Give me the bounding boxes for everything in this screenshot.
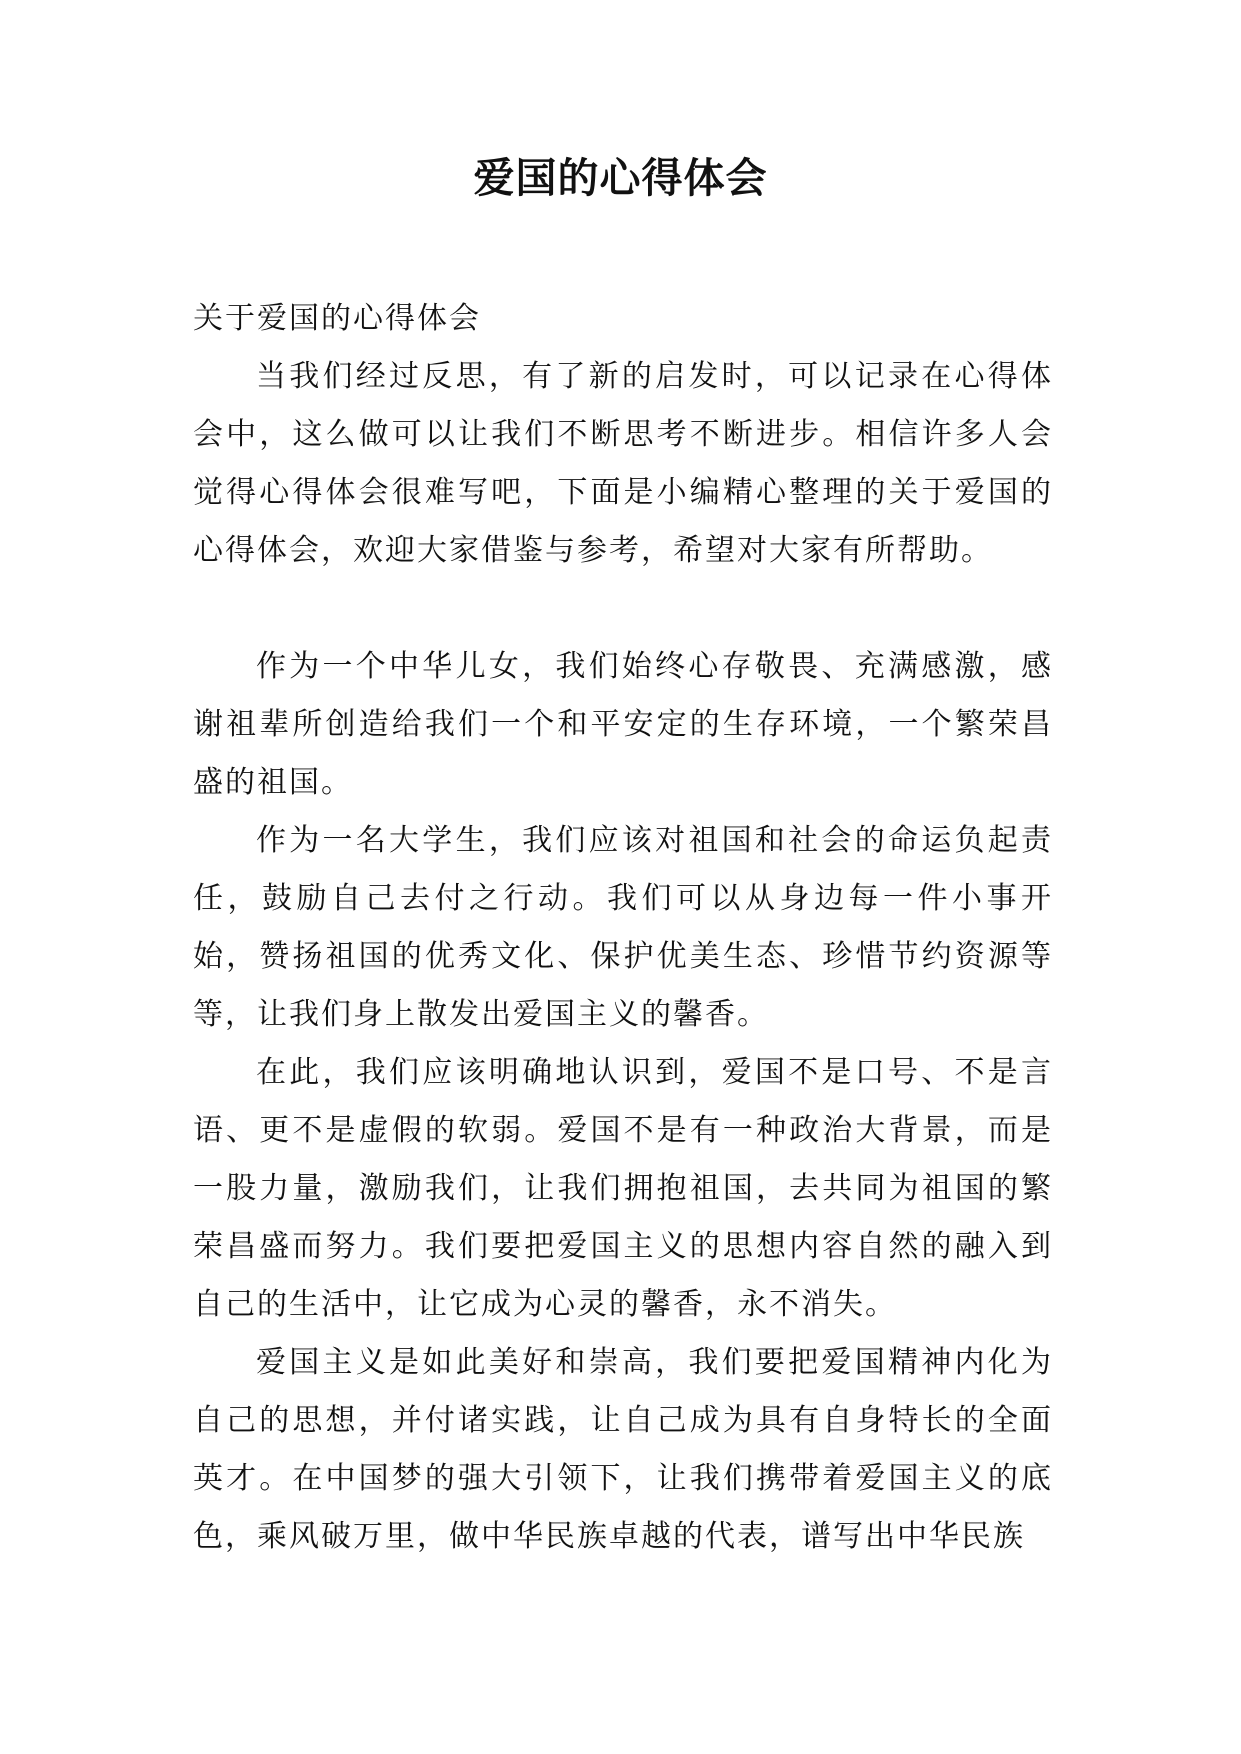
document-body (193, 290, 1053, 1566)
document-title: 爱国的心得体会 (473, 154, 768, 202)
paragraph-1: 作为一个中华儿女，我们始终心存敬畏、充满感激，感谢祖辈所创造给我们一个和平安定的生存环境，一个繁荣昌盛的祖国。 (193, 649, 1053, 800)
document-subtitle: 关于爱国的心得体会 (193, 301, 481, 336)
paragraph-intro: 当我们经过反思，有了新的启发时，可以记录在心得体会中，这么做可以让我们不断思考不断进步。相信许多人会觉得心得体会很难写吧，下面是小编精心整理的关于爱国的心得体会，欢迎大家借鉴与参考，希望对大家有所帮助。 (193, 359, 1053, 568)
paragraph-3: 在此，我们应该明确地认识到，爱国不是口号、不是言语、更不是虚假的软弱。爱国不是有一种政治大背景，而是一股力量，激励我们，让我们拥抱祖国，去共同为祖国的繁荣昌盛而努力。我们要把爱国主义的思想内容自然的融入到自己的生活中，让它成为心灵的馨香，永不消失。 (193, 1055, 1053, 1322)
paragraph-2: 作为一名大学生，我们应该对祖国和社会的命运负起责任，鼓励自己去付之行动。我们可以从身边每一件小事开始，赞扬祖国的优秀文化、保护优美生态、珍惜节约资源等等，让我们身上散发出爱国主义的馨香。 (193, 823, 1053, 1032)
paragraph-4: 爱国主义是如此美好和崇高，我们要把爱国精神内化为自己的思想，并付诸实践，让自己成为具有自身特长的全面英才。在中国梦的强大引领下，让我们携带着爱国主义的底色，乘风破万里，做中华民族卓越的代表，谱写出中华民族 (193, 1345, 1053, 1554)
paragraph-gap (193, 580, 1053, 638)
